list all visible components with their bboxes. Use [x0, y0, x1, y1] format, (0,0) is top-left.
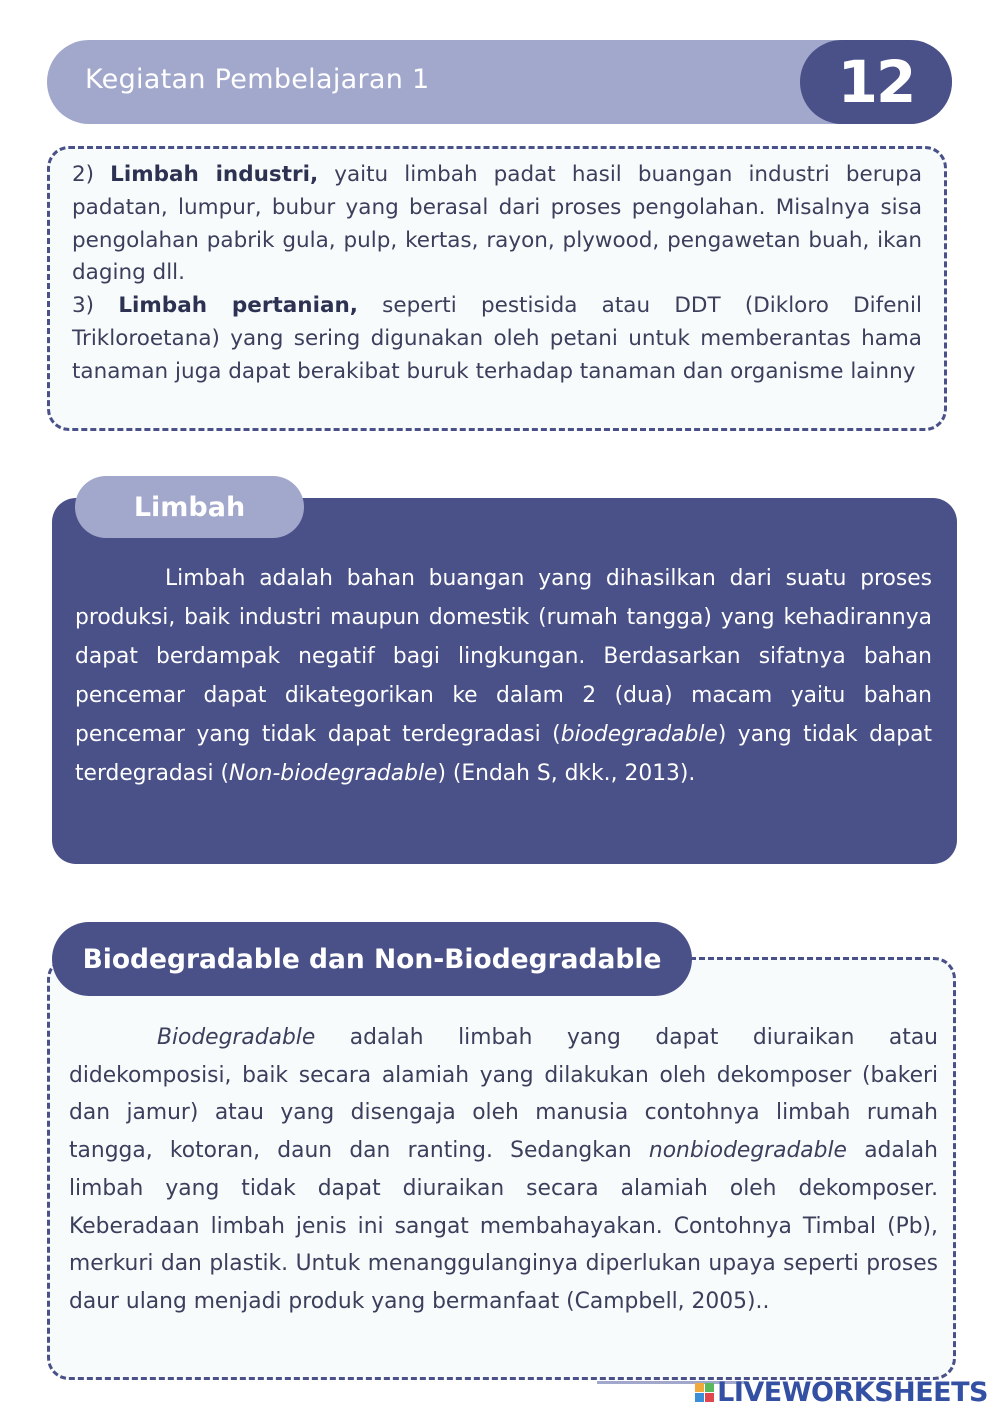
item-number: 3) — [72, 293, 119, 319]
liveworksheets-watermark — [695, 1376, 988, 1408]
limbah-citation: ) (Endah S, dkk., 2013). — [437, 761, 696, 786]
list-item-pertanian — [72, 290, 922, 388]
header-title: Kegiatan Pembelajaran 1 — [85, 64, 430, 95]
list-item-industri — [72, 159, 922, 290]
bio-paragraph — [69, 1019, 938, 1321]
liveworksheets-logo-icon — [695, 1383, 714, 1402]
item-text: seperti pestisida atau DDT (Dikloro Difenil Trikloroetana) yang sering digunakan oleh petani untuk memberantas hama tanaman juga dapat berakibat buruk terhadap tanaman dan organisme lainny — [72, 293, 922, 384]
limbah-title: Limbah — [75, 476, 304, 538]
bio-text-part: adalah limbah yang tidak dapat diuraikan secara alamiah oleh dekomposer. Keberadaan limbah jenis ini sangat membahayakan. Contohnya Timbal (Pb), merkuri dan plastik. Untuk menanggulanginya diperlukan upaya seperti proses daur ulang menjadi produk yang bermanfaat (Campbell, 2005).. — [69, 1138, 938, 1314]
item-term: Limbah industri, — [110, 162, 319, 187]
item-text: yaitu limbah padat hasil buangan industri berupa padatan, lumpur, bubur yang berasal dari proses pengolahan. Misalnya sisa pengolahan pabrik gula, pulp, kertas, rayon, plywood, pengawetan buah, ikan daging dll. — [72, 162, 923, 286]
bio-term-biodegradable: Biodegradable — [157, 1025, 316, 1050]
limbah-paragraph — [75, 559, 932, 793]
bio-section-title: Biodegradable dan Non-Biodegradable — [52, 922, 692, 996]
bio-term-nonbiodegradable: nonbiodegradable — [648, 1138, 847, 1164]
continuation-text — [72, 159, 922, 389]
header-bar — [47, 40, 952, 124]
limbah-term-biodegradable: biodegradable — [560, 722, 718, 747]
item-number: 2) — [72, 162, 111, 187]
liveworksheets-text: LIVEWORKSHEETS — [717, 1376, 988, 1408]
continuation-box — [47, 146, 947, 431]
page-number-badge: 12 — [800, 40, 952, 124]
limbah-text-part: Limbah adalah bahan buangan yang dihasilkan dari suatu proses produksi, baik industri maupun domestik (rumah tangga) yang kehadirannya dapat berdampak negatif bagi lingkungan. Berdasarkan sifatnya bahan pencemar dapat dikategorikan ke dalam 2 (dua) macam yaitu bahan pencemar yang tidak dapat terdegradasi ( — [75, 566, 932, 747]
limbah-text-part: ) yang tidak dapat terdegradasi ( — [75, 722, 932, 786]
bio-text-part: adalah limbah yang dapat diuraikan atau didekomposisi, baik secara alamiah yang dilakukan oleh dekomposer (bakeri dan jamur) atau yang disengaja oleh manusia contohnya limbah rumah tangga, kotoran, daun dan ranting. Sedangkan — [69, 1025, 938, 1164]
item-term: Limbah pertanian, — [118, 293, 358, 319]
limbah-term-nonbiodegradable: Non-biodegradable — [228, 761, 438, 786]
